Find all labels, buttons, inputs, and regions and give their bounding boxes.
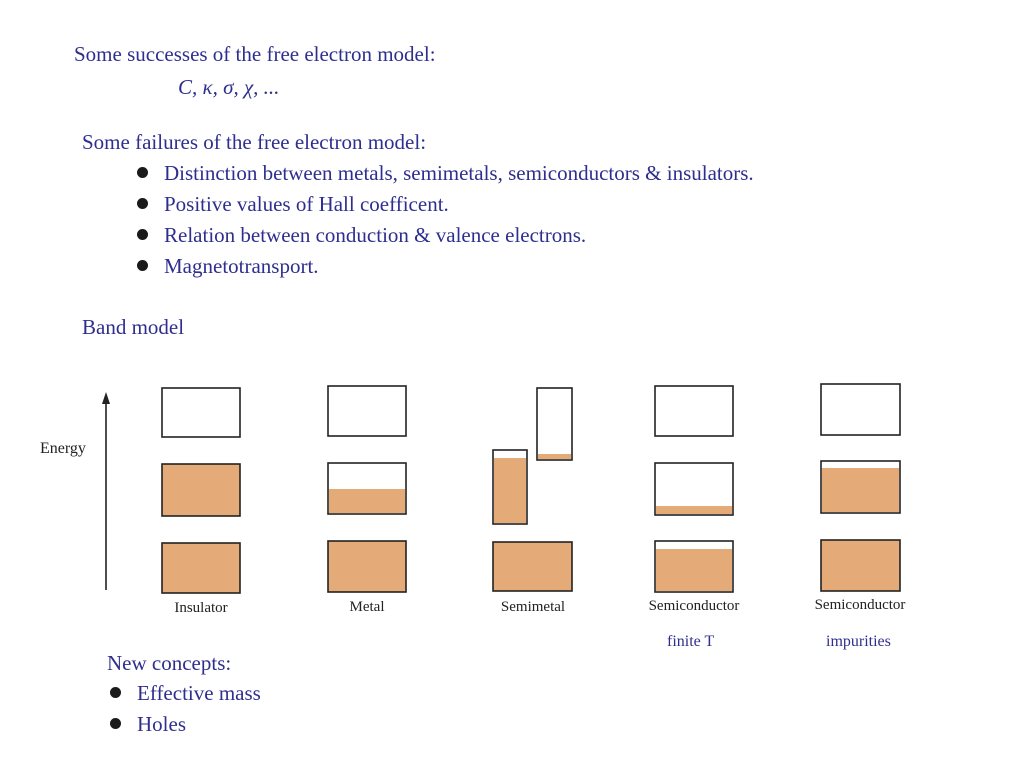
semimetal-upper-band <box>537 388 572 460</box>
bullet-icon <box>137 198 148 209</box>
semiconductor-t-valence-fill <box>656 549 732 591</box>
metal-partial-fill <box>329 489 405 513</box>
bullet-icon <box>137 260 148 271</box>
failures-heading: Some failures of the free electron model: <box>82 130 427 154</box>
bullet-icon <box>137 229 148 240</box>
semimetal-hole-fill <box>494 458 526 523</box>
semimetal-lower-band <box>493 542 572 591</box>
insulator-lower-band <box>162 543 240 593</box>
semiconductor-t-upper-band <box>655 386 733 436</box>
semiconductor-t-label: Semiconductor <box>648 598 740 614</box>
semiconductor-imp-upper-band <box>821 384 900 435</box>
bullet-icon <box>137 167 148 178</box>
energy-arrow-icon <box>102 392 110 404</box>
new-concepts-list <box>110 677 261 739</box>
insulator-label: Insulator <box>174 600 228 616</box>
failure-item: Distinction between metals, semimetals, semiconductors & insulators. <box>137 157 754 188</box>
finite-t-sublabel: finite T <box>667 633 715 650</box>
metal-lower-band <box>328 541 406 592</box>
failure-item: Relation between conduction & valence electrons. <box>137 219 754 250</box>
energy-axis-label: Energy <box>40 440 86 457</box>
semiconductor-imp-valence-fill <box>822 468 899 512</box>
semiconductor-t-conduction-electrons <box>656 506 732 514</box>
semimetal-electron-pocket <box>538 454 571 459</box>
success-symbols: C, κ, σ, χ, ... <box>178 75 280 99</box>
semiconductor-imp-label: Semiconductor <box>814 597 906 613</box>
semiconductor-imp-lower-band <box>821 540 900 591</box>
concept-item: Holes <box>110 708 261 739</box>
successes-heading: Some successes of the free electron model: <box>74 42 436 66</box>
insulator-middle-band <box>162 464 240 516</box>
bullet-icon <box>110 718 121 729</box>
band-diagram <box>0 370 1024 620</box>
impurities-sublabel: impurities <box>826 633 891 650</box>
bullet-icon <box>110 687 121 698</box>
metal-label: Metal <box>349 599 385 615</box>
metal-upper-band <box>328 386 406 436</box>
band-model-heading: Band model <box>82 315 185 339</box>
failure-item: Positive values of Hall coefficent. <box>137 188 754 219</box>
concept-item: Effective mass <box>110 677 261 708</box>
semimetal-label: Semimetal <box>500 599 566 615</box>
failure-item: Magnetotransport. <box>137 250 754 281</box>
failures-list <box>137 157 754 281</box>
insulator-upper-band <box>162 388 240 437</box>
new-concepts-heading: New concepts: <box>107 651 232 675</box>
